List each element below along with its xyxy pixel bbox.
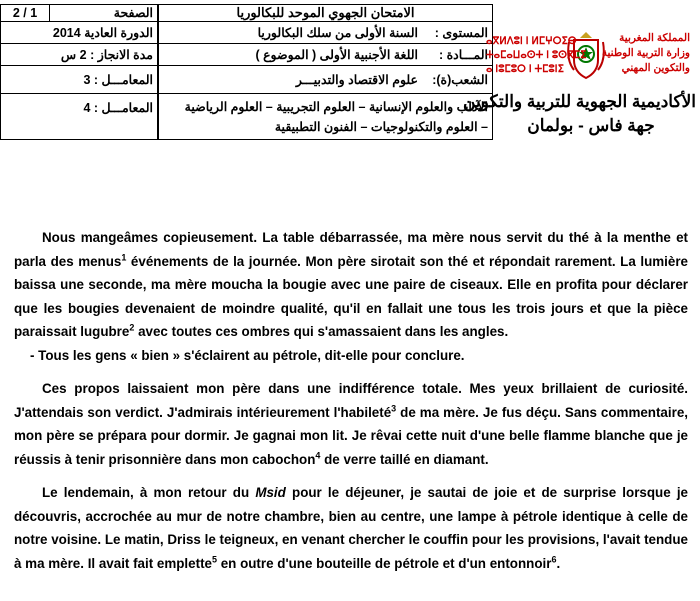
passage <box>14 226 688 575</box>
middle-info-table <box>158 4 493 140</box>
left-info-table <box>0 4 158 140</box>
branches-line-2: – العلوم والتكنولوجيات – الفنون التطبيقية <box>274 119 488 134</box>
branches-line-1: الآداب والعلوم الإنسانية – العلوم التجريبية – العلوم الرياضية <box>184 99 488 114</box>
level-label: المستوى : <box>422 22 493 44</box>
exam-header <box>0 0 700 185</box>
ministry-line-2: وزارة التربية الوطنية <box>601 47 690 59</box>
text-run: de ma mère. Je fus déçu. Sans commentaire, mon père se prépara pour dormir. Je gagnai mon lit. Je rêvai cette nuit d'une belle flamme blanche que je réussis à tenir prisonnière dans mon cabochon <box>14 404 688 467</box>
text-run: événements de la journée. Mon père sirotait son thé et répondait rarement. La lumière baissa une seconde, ma mère moucha la bougie avec une paire de ciseaux. Elle en profita pour déclarer que les bougies devenaient de moindre qualité, qu'il en fallait une tous les trois jours et que la pièce paraissait lugubre <box>14 253 688 339</box>
footnote-marker: 4 <box>315 450 321 461</box>
text-run: . <box>556 555 561 571</box>
session: الدورة العادية 2014 <box>1 22 158 44</box>
page-label: الصفحة <box>50 5 158 22</box>
italic-term: Msid <box>255 485 286 500</box>
branch-value: علوم الاقتصاد والتدبيـــر <box>159 66 423 94</box>
footnote-marker: 5 <box>211 554 217 565</box>
paragraph-4 <box>14 481 688 575</box>
text-run: avec toutes ces ombres qui s'amassaient dans les angles. <box>134 324 509 339</box>
subject-label: المـــادة : <box>422 44 493 66</box>
academy-name: الأكاديمية الجهوية للتربية والتكوين <box>463 92 696 111</box>
tifinagh-line-1: ⴰⴳⵍⴷⵓⵏ ⵏ ⵍⵎⵖⵔⵉⴱ <box>486 36 577 47</box>
duration: مدة الانجاز : 2 س <box>1 44 158 66</box>
footnote-marker: 1 <box>121 252 127 263</box>
text-run: en outre d'une bouteille de pétrole et d'un entonnoir <box>217 555 552 571</box>
academy-region: جهة فاس - بولمان <box>527 116 655 135</box>
footnote-marker: 2 <box>129 322 135 333</box>
text-run: pour le déjeuner, je sautai de joie et de surprise lorsque je découvris, accrochée au mur de notre chambre, bien au centre, une lampe à pétrole identique à celle de notre voisine. Le matin, Driss le teigneux, en venant chercher le couffin pour les provisions, l'avait tendue à ma mère. Il avait fait emplette <box>14 485 689 571</box>
paragraph-1 <box>14 226 688 344</box>
paragraph-2: - Tous les gens « bien » s'éclairent au pétrole, dit-elle pour conclure. <box>30 347 465 363</box>
subject-value: اللغة الأجنبية الأولى ( الموضوع ) <box>159 44 423 66</box>
ministry-line-3: والتكوين المهني <box>621 62 690 74</box>
coefficient-2: المعامـــل : 4 <box>1 94 158 140</box>
tifinagh-line-2: ⵜⴰⵎⴰⵡⴰⵙⵜ ⵏ ⵓⵙⴳⵎⵉ <box>486 50 587 61</box>
paragraph-3 <box>14 377 688 471</box>
footnote-marker: 6 <box>551 554 557 565</box>
text-run: de verre taillé en diamant. <box>320 451 489 467</box>
level-value: السنة الأولى من سلك البكالوريا <box>159 22 423 44</box>
exam-title: الامتحان الجهوي الموحد للبكالوريا <box>159 5 493 22</box>
page-number: 2 / 1 <box>1 5 50 22</box>
tifinagh-line-3: ⴰ ⵏⵓⵎⵓⵔ ⵏ ⵜⵎⵓⵏⵉ <box>486 64 564 75</box>
coefficient-1: المعامـــل : 3 <box>1 66 158 94</box>
branches-list <box>159 94 493 140</box>
ministry-line-1: المملكة المغربية <box>619 32 690 44</box>
footnote-marker: 3 <box>391 403 397 414</box>
text-run: Le lendemain, à mon retour du <box>42 485 256 500</box>
branch-label: الشعب(ة): <box>422 66 493 94</box>
text-run: Ces propos laissaient mon père dans une indifférence totale. Mes yeux brillaient de curiosité. J'attendais son verdict. J'admirais intérieurement l'habileté <box>14 381 688 420</box>
text-run: Nous mangeâmes copieusement. La table débarrassée, ma mère nous servit du thé à la menthe et parla des menus <box>14 230 688 269</box>
